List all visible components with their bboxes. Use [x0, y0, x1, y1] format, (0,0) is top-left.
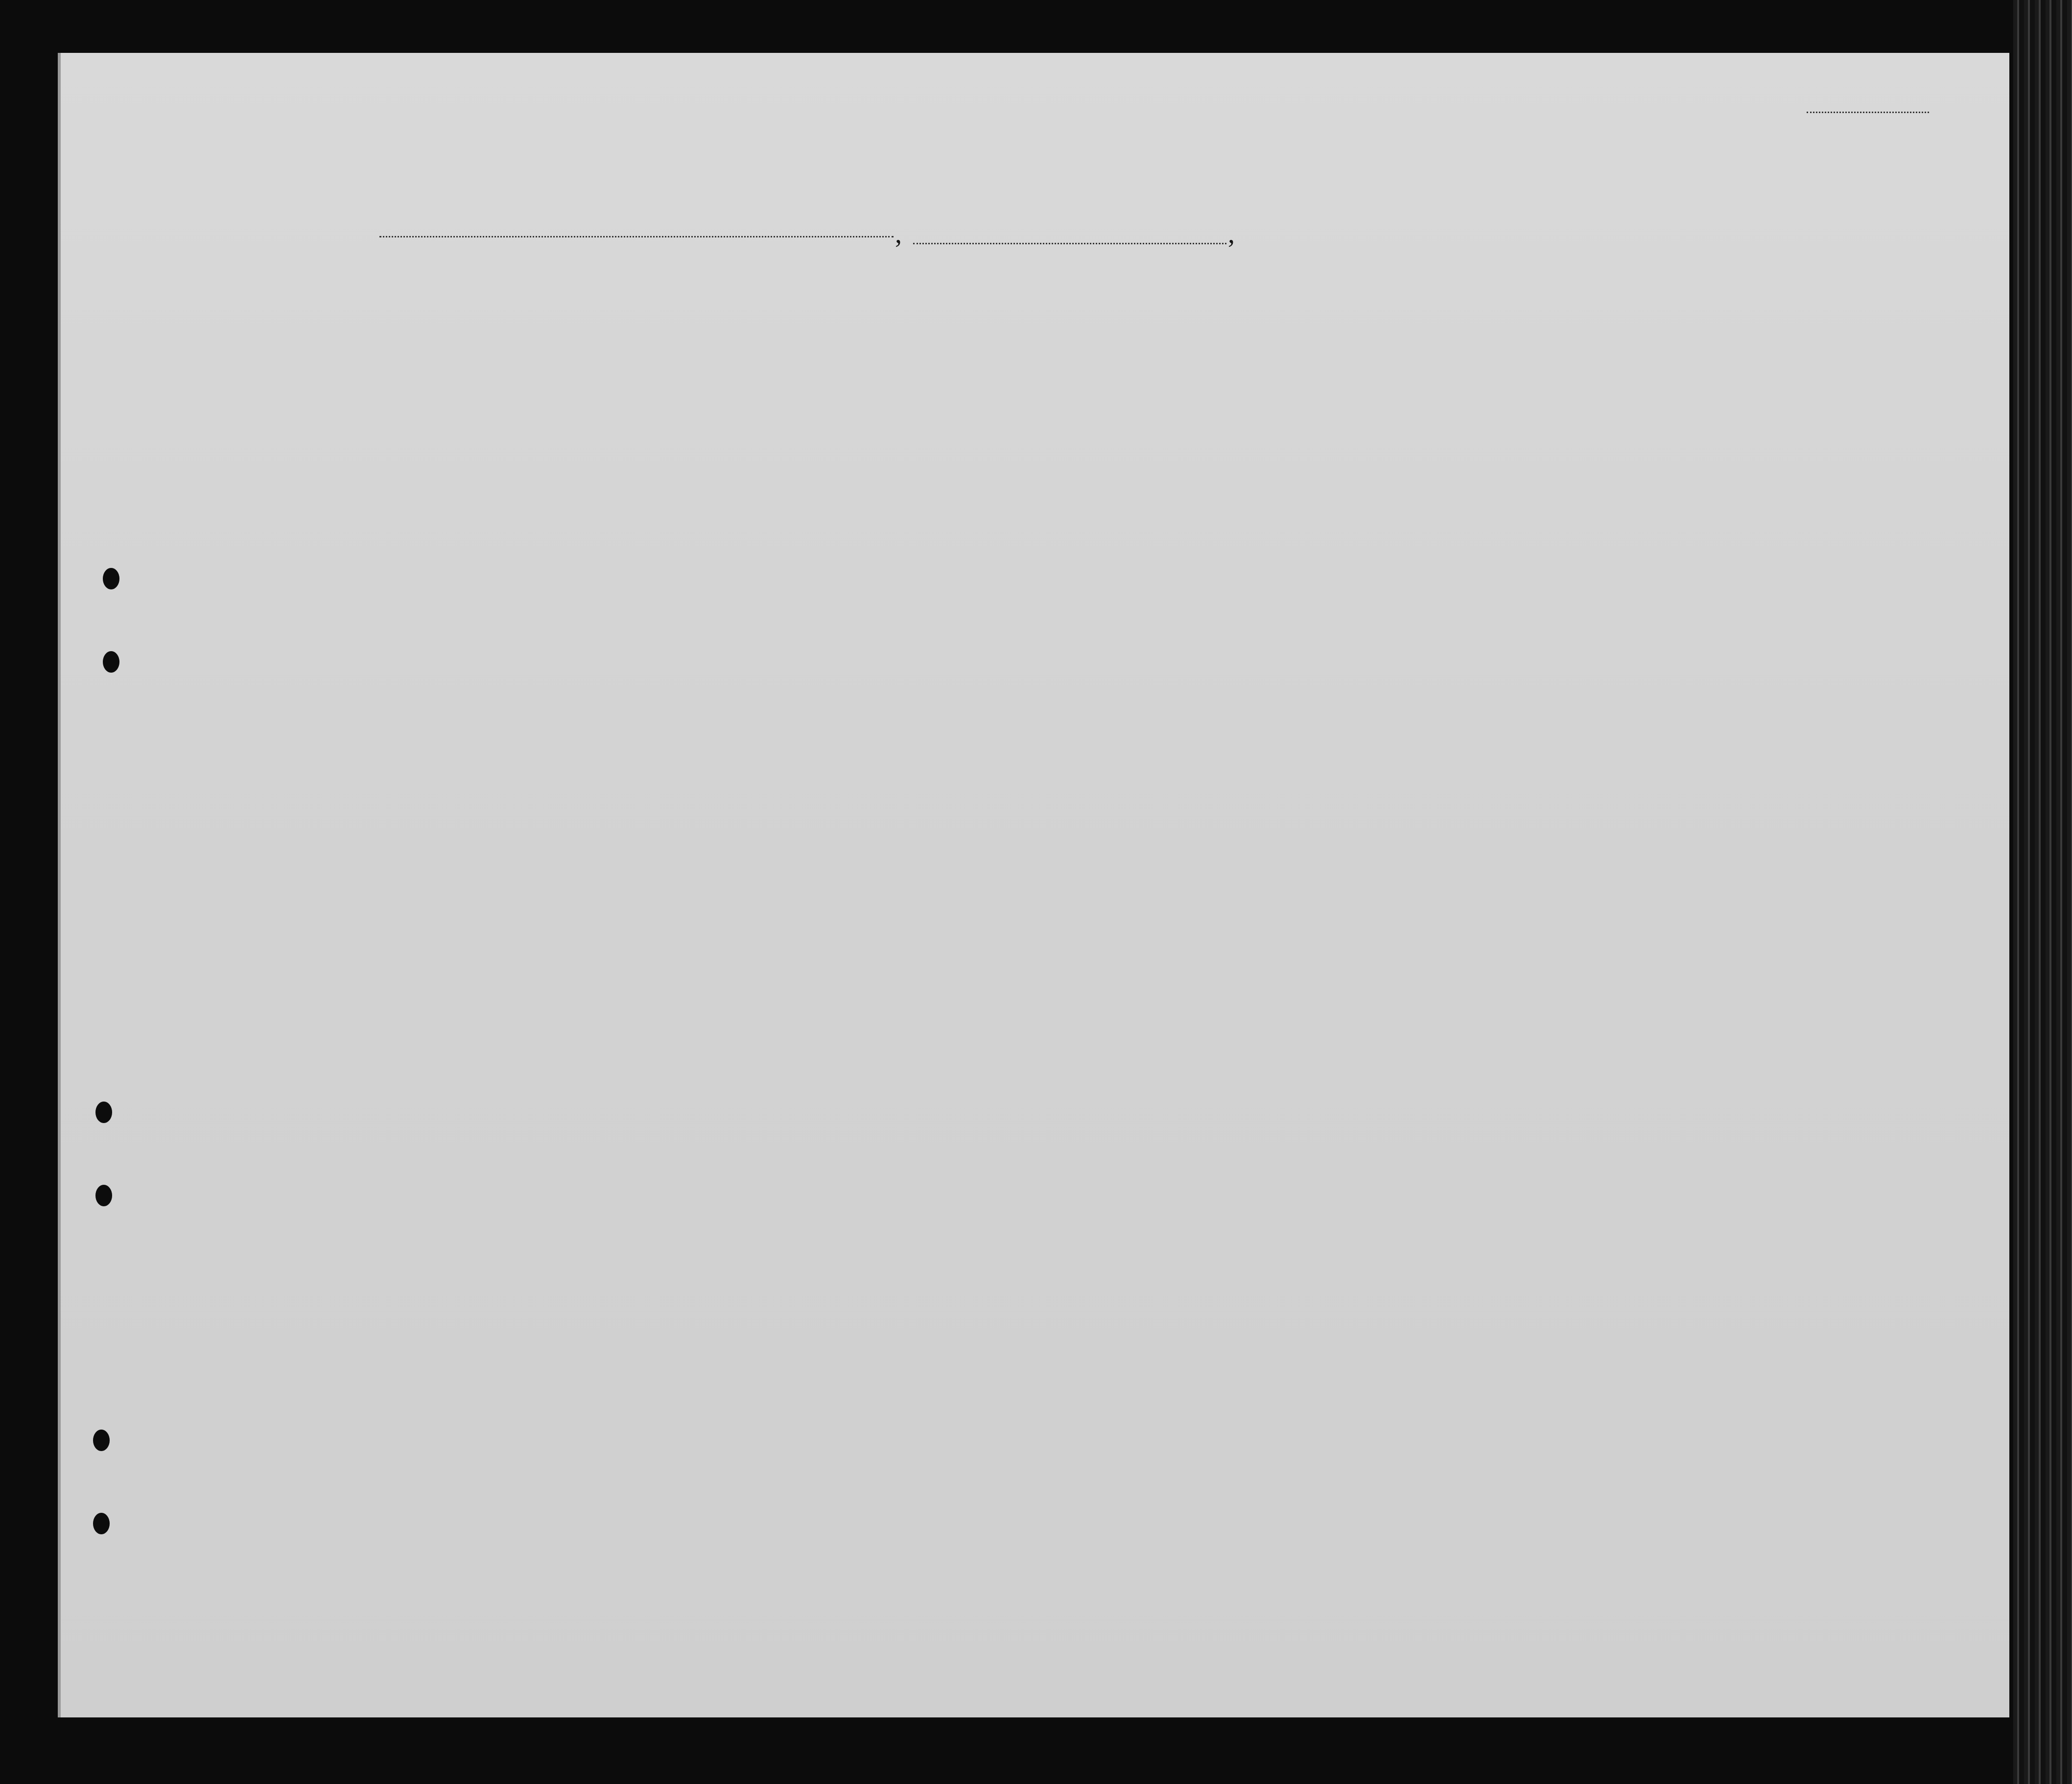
comma: , — [1228, 219, 1235, 249]
comma: , — [895, 219, 902, 249]
